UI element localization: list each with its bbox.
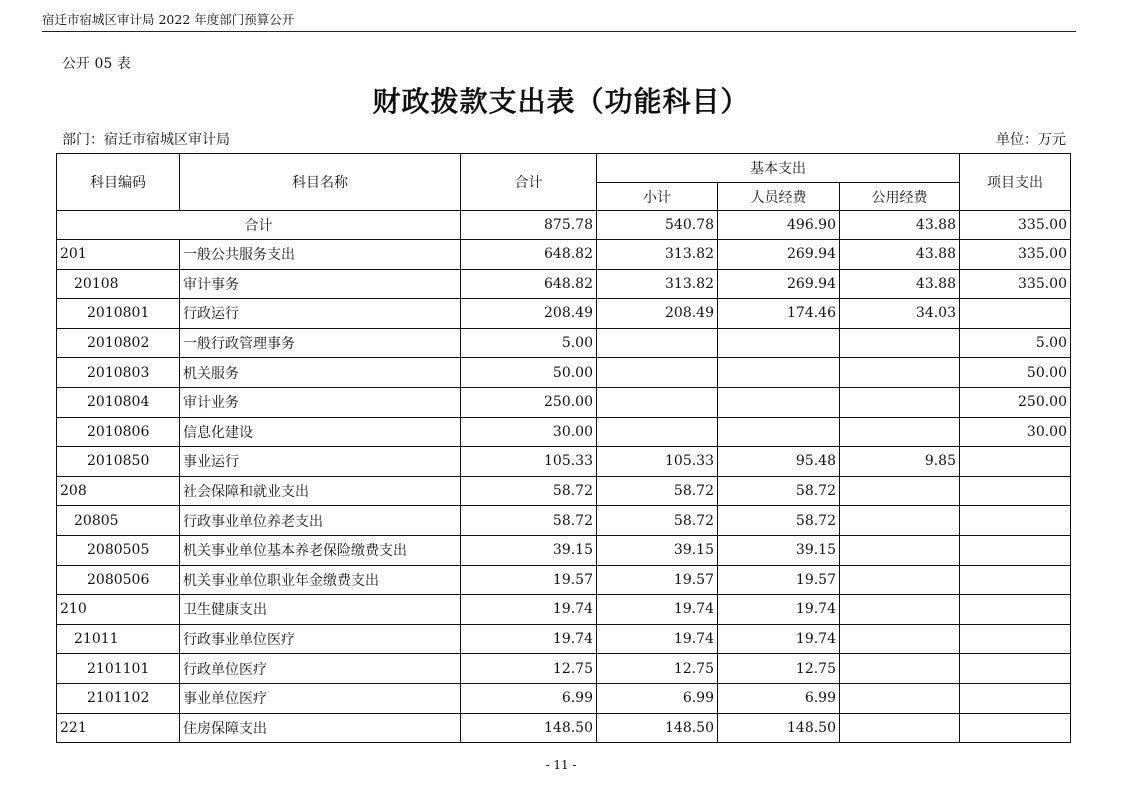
cell-personnel: 148.50 [718, 713, 840, 743]
total-row [57, 211, 1071, 240]
cell-project: 250.00 [960, 387, 1071, 417]
cell-code: 2010806 [57, 417, 180, 447]
cell-personnel: 95.48 [718, 447, 840, 477]
cell-project: 335.00 [960, 269, 1071, 299]
cell-subtotal: 19.57 [597, 565, 718, 595]
cell-total: 6.99 [461, 683, 597, 713]
header-public: 公用经费 [840, 183, 960, 211]
cell-name: 审计业务 [180, 387, 461, 417]
header-total: 合计 [461, 154, 597, 211]
cell-project [960, 595, 1071, 625]
cell-project [960, 506, 1071, 536]
cell-code: 210 [57, 595, 180, 625]
cell-total: 58.72 [461, 506, 597, 536]
cell-public [840, 595, 960, 625]
total-public: 43.88 [840, 211, 960, 240]
cell-personnel: 269.94 [718, 240, 840, 270]
cell-total: 208.49 [461, 299, 597, 329]
table-row [57, 565, 1071, 595]
cell-personnel: 6.99 [718, 683, 840, 713]
cell-public [840, 683, 960, 713]
cell-total: 148.50 [461, 713, 597, 743]
cell-subtotal: 19.74 [597, 595, 718, 625]
table-row [57, 358, 1071, 388]
cell-name: 行政单位医疗 [180, 654, 461, 684]
cell-project [960, 624, 1071, 654]
cell-subtotal: 12.75 [597, 654, 718, 684]
cell-subtotal: 105.33 [597, 447, 718, 477]
cell-code: 2101102 [57, 683, 180, 713]
cell-code: 2101101 [57, 654, 180, 684]
cell-personnel: 39.15 [718, 535, 840, 565]
cell-subtotal [597, 417, 718, 447]
table-row [57, 240, 1071, 270]
cell-public [840, 417, 960, 447]
cell-project: 335.00 [960, 240, 1071, 270]
table-row [57, 713, 1071, 743]
cell-total: 648.82 [461, 269, 597, 299]
cell-total: 105.33 [461, 447, 597, 477]
cell-project: 30.00 [960, 417, 1071, 447]
cell-total: 250.00 [461, 387, 597, 417]
cell-personnel: 19.74 [718, 595, 840, 625]
cell-project [960, 535, 1071, 565]
page-title: 财政拨款支出表（功能科目） [372, 85, 750, 118]
table-row [57, 683, 1071, 713]
table-row [57, 387, 1071, 417]
cell-personnel: 19.57 [718, 565, 840, 595]
header-basic: 基本支出 [597, 154, 960, 183]
cell-name: 信息化建设 [180, 417, 461, 447]
cell-personnel: 12.75 [718, 654, 840, 684]
cell-name: 审计事务 [180, 269, 461, 299]
cell-subtotal [597, 328, 718, 358]
cell-name: 行政事业单位养老支出 [180, 506, 461, 536]
cell-project: 50.00 [960, 358, 1071, 388]
cell-public: 9.85 [840, 447, 960, 477]
cell-total: 5.00 [461, 328, 597, 358]
cell-subtotal: 148.50 [597, 713, 718, 743]
header-rule [42, 31, 1076, 32]
cell-project [960, 683, 1071, 713]
cell-name: 一般公共服务支出 [180, 240, 461, 270]
table-row [57, 299, 1071, 329]
cell-total: 58.72 [461, 476, 597, 506]
total-project: 335.00 [960, 211, 1071, 240]
table-row [57, 624, 1071, 654]
cell-code: 2010802 [57, 328, 180, 358]
total-subtotal: 540.78 [597, 211, 718, 240]
table-row [57, 269, 1071, 299]
cell-subtotal [597, 387, 718, 417]
cell-name: 一般行政管理事务 [180, 328, 461, 358]
cell-name: 社会保障和就业支出 [180, 476, 461, 506]
cell-personnel [718, 417, 840, 447]
cell-code: 2080506 [57, 565, 180, 595]
cell-project [960, 713, 1071, 743]
cell-code: 2010804 [57, 387, 180, 417]
header-name: 科目名称 [180, 154, 461, 211]
table-row [57, 595, 1071, 625]
cell-subtotal: 58.72 [597, 476, 718, 506]
cell-subtotal: 58.72 [597, 506, 718, 536]
cell-name: 机关服务 [180, 358, 461, 388]
cell-name: 住房保障支出 [180, 713, 461, 743]
cell-public [840, 358, 960, 388]
cell-subtotal: 19.74 [597, 624, 718, 654]
cell-subtotal: 313.82 [597, 269, 718, 299]
cell-public [840, 535, 960, 565]
cell-name: 卫生健康支出 [180, 595, 461, 625]
table-row [57, 476, 1071, 506]
cell-public: 43.88 [840, 269, 960, 299]
cell-code: 2010801 [57, 299, 180, 329]
cell-public [840, 565, 960, 595]
cell-public [840, 387, 960, 417]
header-project: 项目支出 [960, 154, 1071, 211]
unit-label: 单位：万元 [996, 132, 1066, 148]
cell-name: 事业运行 [180, 447, 461, 477]
cell-project [960, 447, 1071, 477]
cell-subtotal [597, 358, 718, 388]
cell-code: 2010803 [57, 358, 180, 388]
header-personnel: 人员经费 [718, 183, 840, 211]
cell-total: 19.74 [461, 624, 597, 654]
cell-total: 19.57 [461, 565, 597, 595]
cell-personnel [718, 358, 840, 388]
header-subtotal: 小计 [597, 183, 718, 211]
cell-subtotal: 39.15 [597, 535, 718, 565]
table-row [57, 328, 1071, 358]
cell-public [840, 328, 960, 358]
form-number: 公开 05 表 [62, 56, 131, 72]
cell-code: 20108 [57, 269, 180, 299]
cell-code: 2080505 [57, 535, 180, 565]
cell-total: 12.75 [461, 654, 597, 684]
cell-public: 34.03 [840, 299, 960, 329]
cell-personnel: 174.46 [718, 299, 840, 329]
cell-code: 2010850 [57, 447, 180, 477]
table-body [57, 211, 1071, 743]
cell-project [960, 299, 1071, 329]
header-code: 科目编码 [57, 154, 180, 211]
cell-public [840, 713, 960, 743]
cell-subtotal: 313.82 [597, 240, 718, 270]
cell-name: 机关事业单位基本养老保险缴费支出 [180, 535, 461, 565]
cell-code: 208 [57, 476, 180, 506]
table-row [57, 447, 1071, 477]
cell-personnel: 58.72 [718, 476, 840, 506]
cell-personnel: 58.72 [718, 506, 840, 536]
total-personnel: 496.90 [718, 211, 840, 240]
cell-subtotal: 6.99 [597, 683, 718, 713]
total-amount: 875.78 [461, 211, 597, 240]
cell-code: 221 [57, 713, 180, 743]
table-row [57, 654, 1071, 684]
cell-project: 5.00 [960, 328, 1071, 358]
cell-name: 行政运行 [180, 299, 461, 329]
cell-code: 201 [57, 240, 180, 270]
cell-name: 机关事业单位职业年金缴费支出 [180, 565, 461, 595]
cell-project [960, 654, 1071, 684]
cell-public [840, 476, 960, 506]
table-row [57, 535, 1071, 565]
cell-total: 30.00 [461, 417, 597, 447]
cell-public [840, 506, 960, 536]
table-row [57, 417, 1071, 447]
cell-public [840, 624, 960, 654]
running-header: 宿迁市宿城区审计局 2022 年度部门预算公开 [42, 12, 295, 27]
cell-total: 39.15 [461, 535, 597, 565]
table-row [57, 506, 1071, 536]
cell-public [840, 654, 960, 684]
cell-personnel: 19.74 [718, 624, 840, 654]
cell-personnel [718, 328, 840, 358]
department-label: 部门：宿迁市宿城区审计局 [62, 132, 230, 148]
cell-total: 648.82 [461, 240, 597, 270]
cell-name: 事业单位医疗 [180, 683, 461, 713]
cell-public: 43.88 [840, 240, 960, 270]
cell-project [960, 476, 1071, 506]
cell-code: 21011 [57, 624, 180, 654]
page-number: - 11 - [545, 758, 577, 772]
cell-personnel [718, 387, 840, 417]
cell-total: 19.74 [461, 595, 597, 625]
cell-name: 行政事业单位医疗 [180, 624, 461, 654]
cell-project [960, 565, 1071, 595]
cell-code: 20805 [57, 506, 180, 536]
total-label: 合计 [57, 211, 461, 240]
cell-personnel: 269.94 [718, 269, 840, 299]
expenditure-table [56, 153, 1071, 743]
cell-subtotal: 208.49 [597, 299, 718, 329]
cell-total: 50.00 [461, 358, 597, 388]
